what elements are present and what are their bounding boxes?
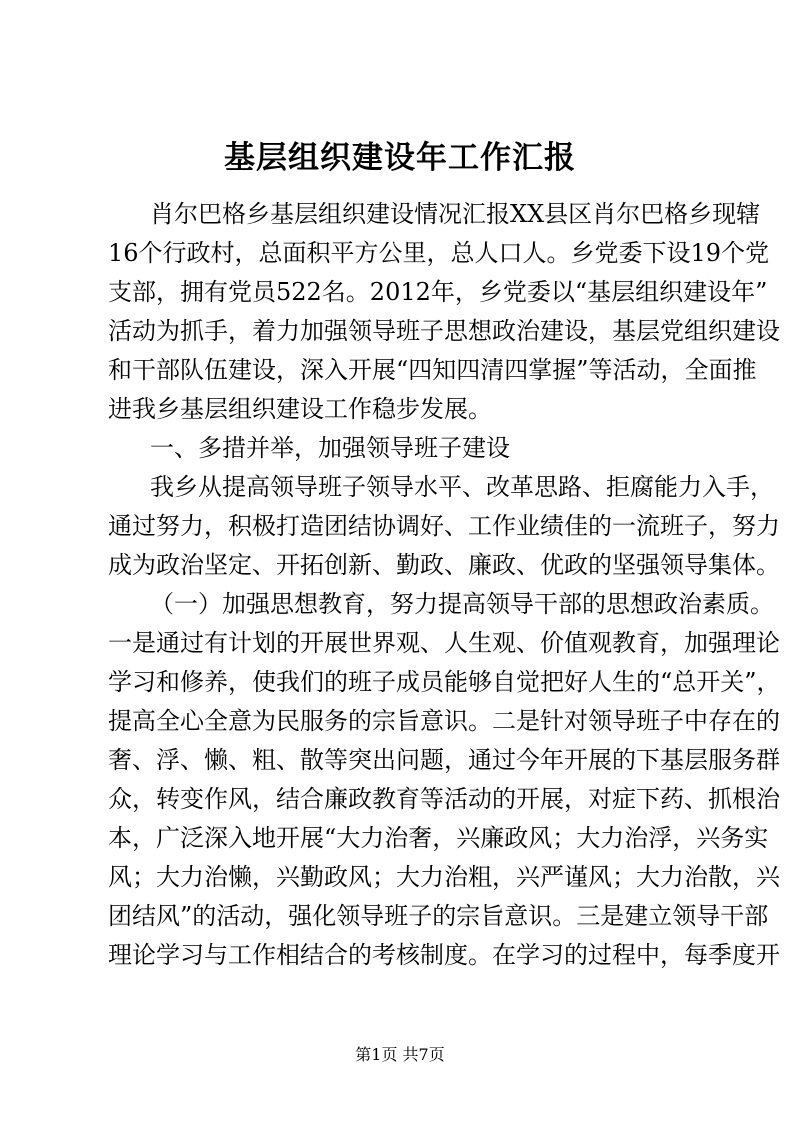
body-line-15: 奢、浮、懒、粗、散等突出问题，通过今年开展的下基层服务群 [108, 746, 780, 774]
page-number-footer: 第1页 共7页 [355, 1045, 445, 1064]
body-line-13: 学习和修养，使我们的班子成员能够自觉把好人生的“总开关”， [108, 668, 781, 696]
body-line-8: 我乡从提高领导班子领导水平、改革思路、拒腐能力入手， [150, 473, 774, 501]
body-line-2: 16个行政村，总面积平方公里，总人口人。乡党委下设19个党 [108, 239, 770, 267]
body-line-5: 和干部队伍建设，深入开展“四知四清四掌握”等活动，全面推 [108, 356, 757, 384]
body-line-4: 活动为抓手，着力加强领导班子思想政治建设，基层党组织建设 [108, 317, 780, 345]
body-line-9: 通过努力，积极打造团结协调好、工作业绩佳的一流班子，努力 [108, 512, 780, 540]
document-title: 基层组织建设年工作汇报 [224, 140, 576, 176]
body-line-19: 团结风”的活动，强化领导班子的宗旨意识。三是建立领导干部 [108, 902, 769, 930]
section-heading: 一、多措并举，加强领导班子建设 [150, 434, 510, 462]
body-line-12: 一是通过有计划的开展世界观、人生观、价值观教育，加强理论 [108, 629, 780, 657]
body-line-6: 进我乡基层组织建设工作稳步发展。 [108, 395, 492, 423]
body-line-20: 理论学习与工作相结合的考核制度。在学习的过程中，每季度开 [108, 941, 780, 969]
body-line-17: 本，广泛深入地开展“大力治奢，兴廉政风；大力治浮，兴务实 [108, 824, 769, 852]
body-line-1: 肖尔巴格乡基层组织建设情况汇报XX县区肖尔巴格乡现辖 [150, 200, 761, 228]
body-line-14: 提高全心全意为民服务的宗旨意识。二是针对领导班子中存在的 [108, 707, 780, 735]
subsection-heading: （一）加强思想教育，努力提高领导干部的思想政治素质。 [150, 590, 774, 618]
body-line-16: 众，转变作风，结合廉政教育等活动的开展，对症下药、抓根治 [108, 785, 780, 813]
body-line-3: 支部，拥有党员522名。2012年，乡党委以“基层组织建设年” [108, 278, 768, 306]
body-line-18: 风；大力治懒，兴勤政风；大力治粗，兴严谨风；大力治散，兴 [108, 863, 780, 891]
body-line-10: 成为政治坚定、开拓创新、勤政、廉政、优政的坚强领导集体。 [108, 551, 780, 579]
